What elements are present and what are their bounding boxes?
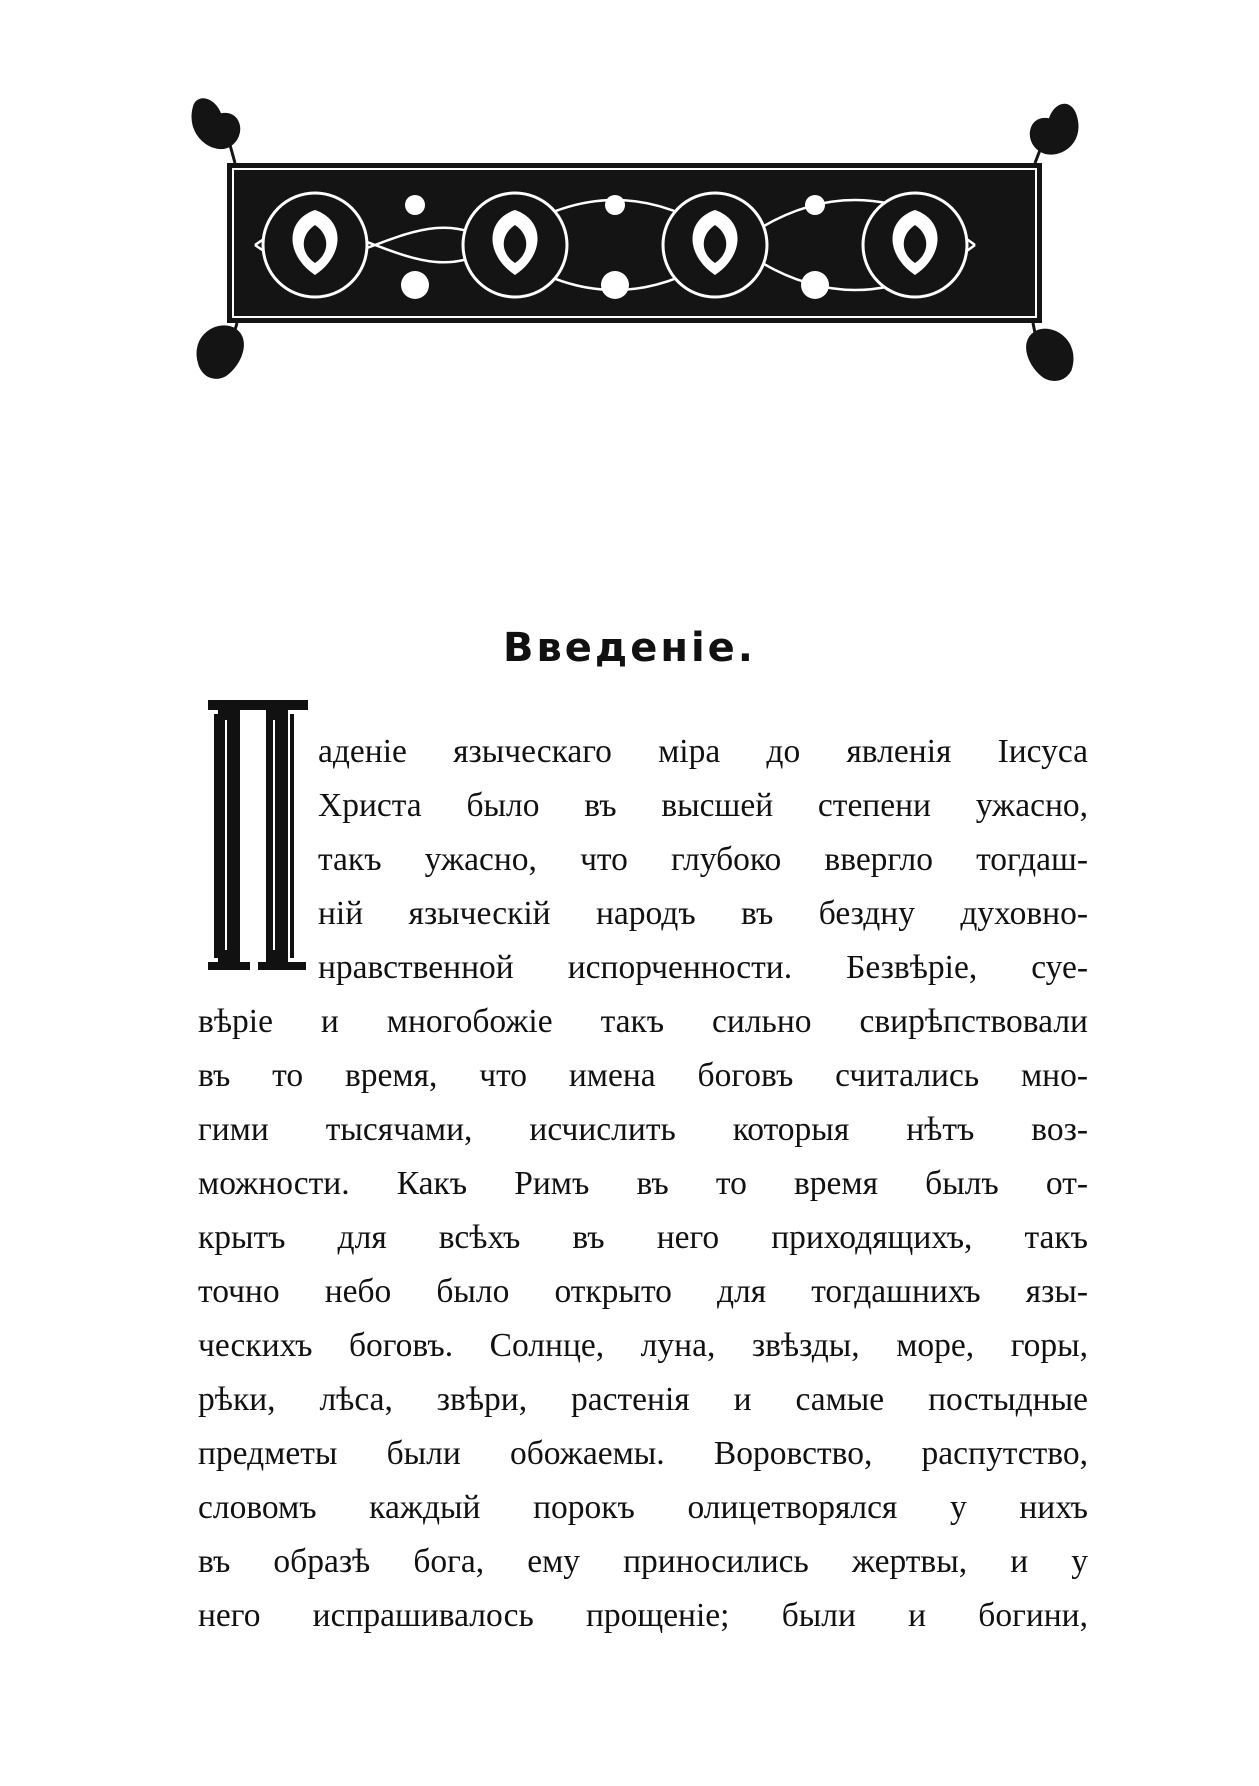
corner-leaf-top-left — [193, 100, 239, 148]
text-line: ческихъ боговъ. Солнце, луна, звѣзды, море, горы, — [198, 1327, 1088, 1364]
text-line: Христа было въ высшей степени ужасно, — [318, 787, 1088, 824]
text-line: нравственной испорченности. Безвѣріе, суе- — [318, 949, 1088, 986]
corner-leaf-top-right — [1031, 105, 1077, 153]
text-line: него испрашивалось прощеніе; были и богини, — [198, 1597, 1088, 1634]
text-line: въ образѣ бога, ему приносились жертвы, и у — [198, 1543, 1088, 1580]
text-line: крытъ для всѣхъ въ него приходящихъ, такъ — [198, 1219, 1088, 1256]
text-line: предметы были обожаемы. Воровство, распутство, — [198, 1435, 1088, 1472]
ornamental-headpiece — [185, 95, 1085, 385]
corner-leaf-bottom-right — [1028, 330, 1072, 379]
text-line: точно небо было открыто для тогдашнихъ язы- — [198, 1273, 1088, 1310]
text-line: ній языческій народъ въ бездну духовно- — [318, 895, 1088, 932]
text-line: вѣріе и многобожіе такъ сильно свирѣпствовали — [198, 1003, 1088, 1040]
corner-leaf-bottom-left — [198, 327, 242, 377]
text-line: рѣки, лѣса, звѣри, растенія и самые постыдные — [198, 1381, 1088, 1418]
text-line: можности. Какъ Римъ въ то время былъ от- — [198, 1165, 1088, 1202]
text-line: въ то время, что имена боговъ считались мно- — [198, 1057, 1088, 1094]
text-line: гими тысячами, исчислить которыя нѣтъ воз- — [198, 1111, 1088, 1148]
medallion-2 — [463, 193, 567, 297]
medallion-1 — [263, 193, 367, 297]
medallion-4 — [863, 193, 967, 297]
text-line: аденіе языческаго міра до явленія Іисуса — [318, 733, 1088, 770]
page-title: Введеніе. — [502, 625, 757, 671]
text-line: такъ ужасно, что глубоко ввергло тогдаш- — [318, 841, 1088, 878]
medallion-3 — [663, 193, 767, 297]
drop-cap-letter — [208, 700, 308, 972]
text-line: словомъ каждый порокъ олицетворялся у нихъ — [198, 1489, 1088, 1526]
